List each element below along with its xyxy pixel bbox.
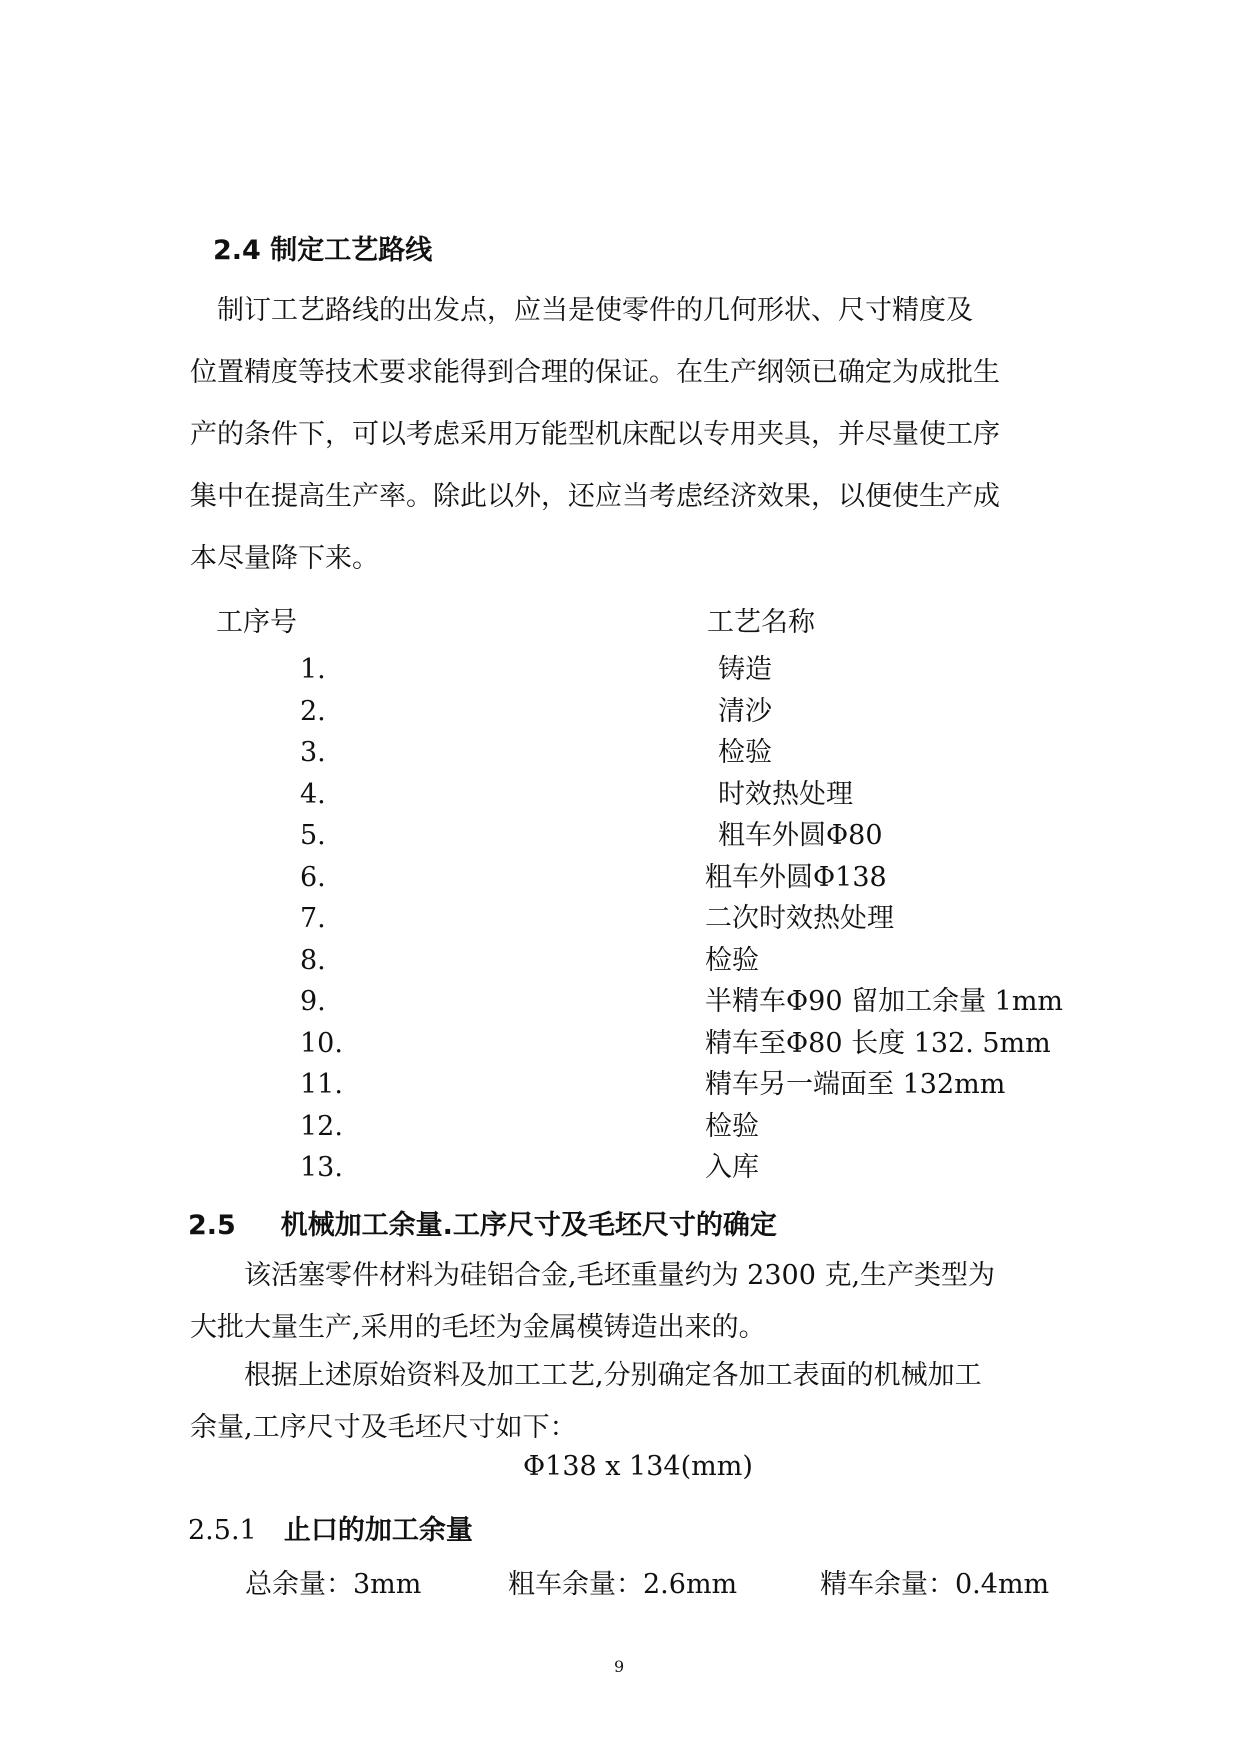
step-name: 检验: [718, 737, 772, 768]
page-number: 9: [614, 1657, 625, 1676]
paragraph-line: 根据上述原始资料及加工工艺,分别确定各加工表面的机械加工: [244, 1360, 982, 1391]
step-name: 时效热处理: [718, 779, 853, 810]
step-number: 11.: [300, 1069, 343, 1100]
section-2-4-paragraph: [190, 280, 1058, 590]
rough-allowance: 粗车余量：2.6mm: [508, 1569, 738, 1600]
step-number: 10.: [300, 1028, 343, 1059]
total-allowance: 总余量：3mm: [245, 1569, 422, 1600]
paragraph-line: 大批大量生产,采用的毛坯为金属模铸造出来的。: [190, 1312, 766, 1343]
step-number: 2.: [300, 696, 326, 727]
step-number: 3.: [300, 737, 326, 768]
step-number: 7.: [300, 903, 326, 934]
step-name: 半精车Φ90 留加工余量 1mm: [705, 986, 1064, 1017]
section-2-5-paragraph-1: [190, 1250, 1058, 1354]
step-number: 12.: [300, 1111, 343, 1142]
paragraph-line: 余量,工序尺寸及毛坯尺寸如下：: [190, 1412, 577, 1443]
step-name: 粗车外圆Φ138: [705, 862, 887, 893]
finish-allowance: 精车余量：0.4mm: [820, 1569, 1050, 1600]
step-name: 精车另一端面至 132mm: [705, 1069, 1006, 1100]
section-2-5-title: 机械加工余量.工序尺寸及毛坯尺寸的确定: [280, 1210, 777, 1241]
step-number: 6.: [300, 862, 326, 893]
section-2-5-1-number: 2.5.1: [188, 1515, 257, 1546]
step-number: 8.: [300, 945, 326, 976]
paragraph-line: 产的条件下，可以考虑采用万能型机床配以专用夹具，并尽量使工序: [190, 419, 1000, 450]
paragraph-line: 位置精度等技术要求能得到合理的保证。在生产纲领已确定为成批生: [190, 357, 1000, 388]
step-name: 检验: [705, 1111, 759, 1142]
paragraph-line: 制订工艺路线的出发点，应当是使零件的几何形状、尺寸精度及: [190, 295, 973, 326]
step-name: 二次时效热处理: [705, 903, 894, 934]
step-name: 入库: [705, 1152, 759, 1183]
column-header-name: 工艺名称: [707, 607, 815, 638]
step-name: 检验: [705, 945, 759, 976]
step-number: 9.: [300, 986, 326, 1017]
paragraph-line: 本尽量降下来。: [190, 543, 379, 574]
paragraph-line: 集中在提高生产率。除此以外，还应当考虑经济效果，以便使生产成: [190, 481, 1000, 512]
section-2-5-number: 2.5: [188, 1210, 236, 1241]
section-2-5-paragraph-2: [190, 1350, 1058, 1454]
step-number: 5.: [300, 820, 326, 851]
step-name: 精车至Φ80 长度 132. 5mm: [705, 1028, 1051, 1059]
blank-size: Φ138 x 134(mm): [523, 1451, 753, 1482]
step-name: 粗车外圆Φ80: [718, 820, 883, 851]
section-2-5-1-heading: [188, 1508, 473, 1547]
section-2-5-heading: [188, 1203, 777, 1242]
step-number: 1.: [300, 654, 326, 685]
section-2-5-1-title: 止口的加工余量: [283, 1515, 473, 1546]
step-name: 铸造: [718, 654, 772, 685]
step-name: 清沙: [718, 696, 772, 727]
section-2-4-heading: 2.4 制定工艺路线: [213, 235, 433, 266]
step-number: 4.: [300, 779, 326, 810]
step-number: 13.: [300, 1152, 343, 1183]
column-header-number: 工序号: [216, 607, 297, 638]
paragraph-line: 该活塞零件材料为硅铝合金,毛坯重量约为 2300 克,生产类型为: [244, 1260, 996, 1291]
